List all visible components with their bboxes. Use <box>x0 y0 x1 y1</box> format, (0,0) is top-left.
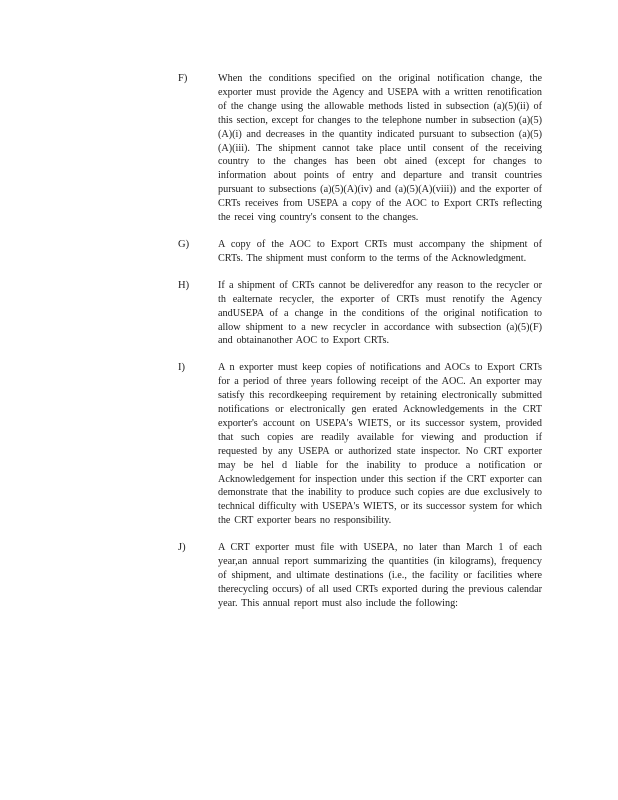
subsection-text: When the conditions specified on the original notification change, the exporter must provide the Agency and USEPA with a written renotification of the change using the allowable methods listed in subsection (a)(5)(ii) of this section, except for changes to the telephone number in subsection (a)(5)(A)(i) and decreases in the quantity indicated pursuant to subsection (a)(5)(A)(iii). The shipment cannot take place until consent of the receiving country to the changes has been obt ained (except for changes to information about points of entry and departure and transit countries pursuant to subsections (a)(5)(A)(iv) and (a)(5)(A)(viii)) and the exporter of CRTs receives from USEPA a copy of the AOC to Export CRTs reflecting the recei ving country's consent to the changes. <box>218 73 542 224</box>
subsection-marker: I) <box>178 362 185 374</box>
subsection-h <box>178 279 542 349</box>
subsection-marker: J) <box>178 542 186 554</box>
regulation-subsection-list <box>178 72 542 611</box>
subsection-g <box>178 238 542 266</box>
subsection-text: If a shipment of CRTs cannot be deliveredfor any reason to the recycler or th ealternate recycler, the exporter of CRTs must renotify the Agency andUSEPA of a change in the conditions of the original notification to allow shipment to a new recycler in accordance with subsection (a)(5)(F) and obtainanother AOC to Export CRTs. <box>218 279 542 347</box>
subsection-marker: F) <box>178 73 188 84</box>
subsection-marker: G) <box>178 238 190 250</box>
subsection-text: A copy of the AOC to Export CRTs must accompany the shipment of CRTs. The shipment must conform to the terms of the Acknowledgment. <box>218 238 542 264</box>
subsection-text: A CRT exporter must file with USEPA, no later than March 1 of each year,an annual report summarizing the quantities (in kilograms), frequency of shipment, and ultimate destinations (i.e., the facility or facilities where therecycling occurs) of all used CRTs exported during the previous calendar year. This annual report must also include the following: <box>218 542 542 609</box>
subsection-i <box>178 361 542 528</box>
subsection-text: A n exporter must keep copies of notifications and AOCs to Export CRTs for a period of three years following receipt of the AOC. An exporter may satisfy this recordkeeping requirement by retaining electronically submitted notifications or electronically gen erated Acknowledgements in the CRT exporter's account on USEPA's WIETS, or its successor system, provided that such copies are readily available for viewing and production if requested by any USEPA or authorized state inspector. No CRT exporter may be hel d liable for the inability to produce a notification or Acknowledgement for inspection under this section if the CRT exporter can demonstrate that the inability to produce such copies are due exclusively to technical difficulty with USEPA's WIETS, or its successor system for which the CRT exporter bears no responsibility. <box>218 362 542 527</box>
subsection-j <box>178 541 542 611</box>
subsection-f <box>178 72 542 225</box>
subsection-marker: H) <box>178 279 190 291</box>
